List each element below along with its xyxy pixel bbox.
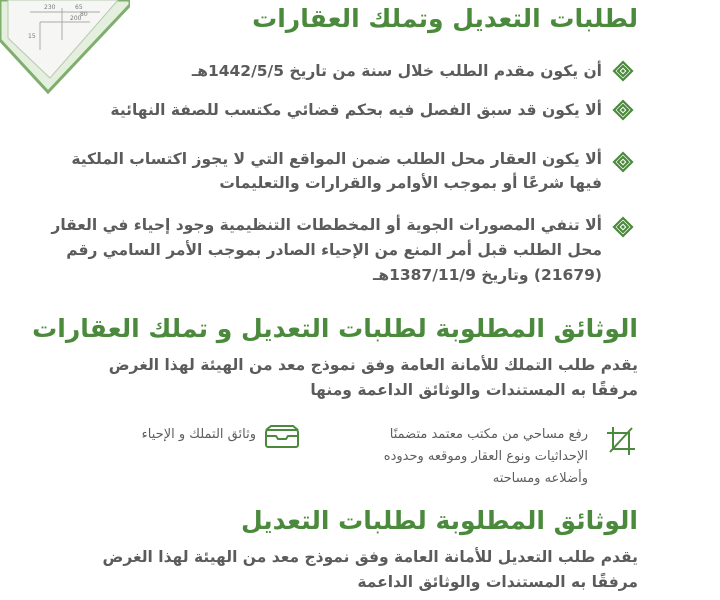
plan-label: 200: [70, 15, 82, 22]
diamond-bullet-icon: [612, 151, 634, 173]
section2-title: الوثائق المطلوبة لطلبات التعديل و تملك العقارات: [32, 314, 638, 343]
crop-icon: [604, 424, 638, 458]
plan-label: 230: [44, 4, 56, 11]
section1-title: لطلبات التعديل وتملك العقارات: [252, 4, 638, 33]
doc-survey-line-3: وأضلاعه ومساحته: [492, 471, 588, 486]
condition-2: ألا يكون قد سبق الفصل فيه بحكم قضائي مكتسب للصفة النهائية: [110, 101, 602, 119]
archive-box-icon: [263, 424, 301, 450]
section3-title: الوثائق المطلوبة لطلبات التعديل: [240, 506, 638, 535]
corner-plan-illustration: [0, 0, 130, 95]
diamond-bullet-icon: [612, 60, 634, 82]
condition-3-line-2: فيها شرعًا أو بموجب الأوامر والقرارات والتعليمات: [219, 174, 602, 192]
doc-ownership: وثائق التملك و الإحياء: [141, 427, 256, 442]
condition-1: أن يكون مقدم الطلب خلال سنة من تاريخ 1442/5/5هـ: [191, 62, 602, 80]
section2-paragraph-line-1: يقدم طلب التملك للأمانة العامة وفق نموذج معد من الهيئة لهذا الغرض: [108, 356, 638, 374]
condition-3-line-1: ألا يكون العقار محل الطلب ضمن المواقع التي لا يجوز اكتساب الملكية: [71, 150, 602, 168]
doc-survey-line-1: رفع مساحي من مكتب معتمد متضمنًا: [389, 427, 588, 442]
doc-survey-line-2: الإحداثيات ونوع العقار وموقعه وحدوده: [383, 449, 588, 464]
condition-4-line-2: محل الطلب قبل أمر المنع من الإحياء الصادر بموجب الأمر السامي رقم: [66, 241, 602, 259]
section3-paragraph-line-2: مرفقًا به المستندات والوثائق الداعمة: [357, 573, 638, 591]
plan-label: 65: [75, 4, 83, 11]
plan-label: 80: [80, 11, 88, 18]
condition-4-line-1: ألا تنفي المصورات الجوية أو المخططات التنظيمية وجود إحياء في العقار: [51, 216, 602, 234]
diamond-bullet-icon: [612, 216, 634, 238]
plan-label: 15: [28, 33, 36, 40]
section2-paragraph-line-2: مرفقًا به المستندات والوثائق الداعمة ومنها: [310, 381, 638, 399]
diamond-bullet-icon: [612, 99, 634, 121]
section3-paragraph-line-1: يقدم طلب التعديل للأمانة العامة وفق نموذج معد من الهيئة لهذا الغرض: [102, 548, 638, 566]
condition-4-line-3: (21679) وتاريخ 1387/11/9هـ: [373, 266, 602, 284]
